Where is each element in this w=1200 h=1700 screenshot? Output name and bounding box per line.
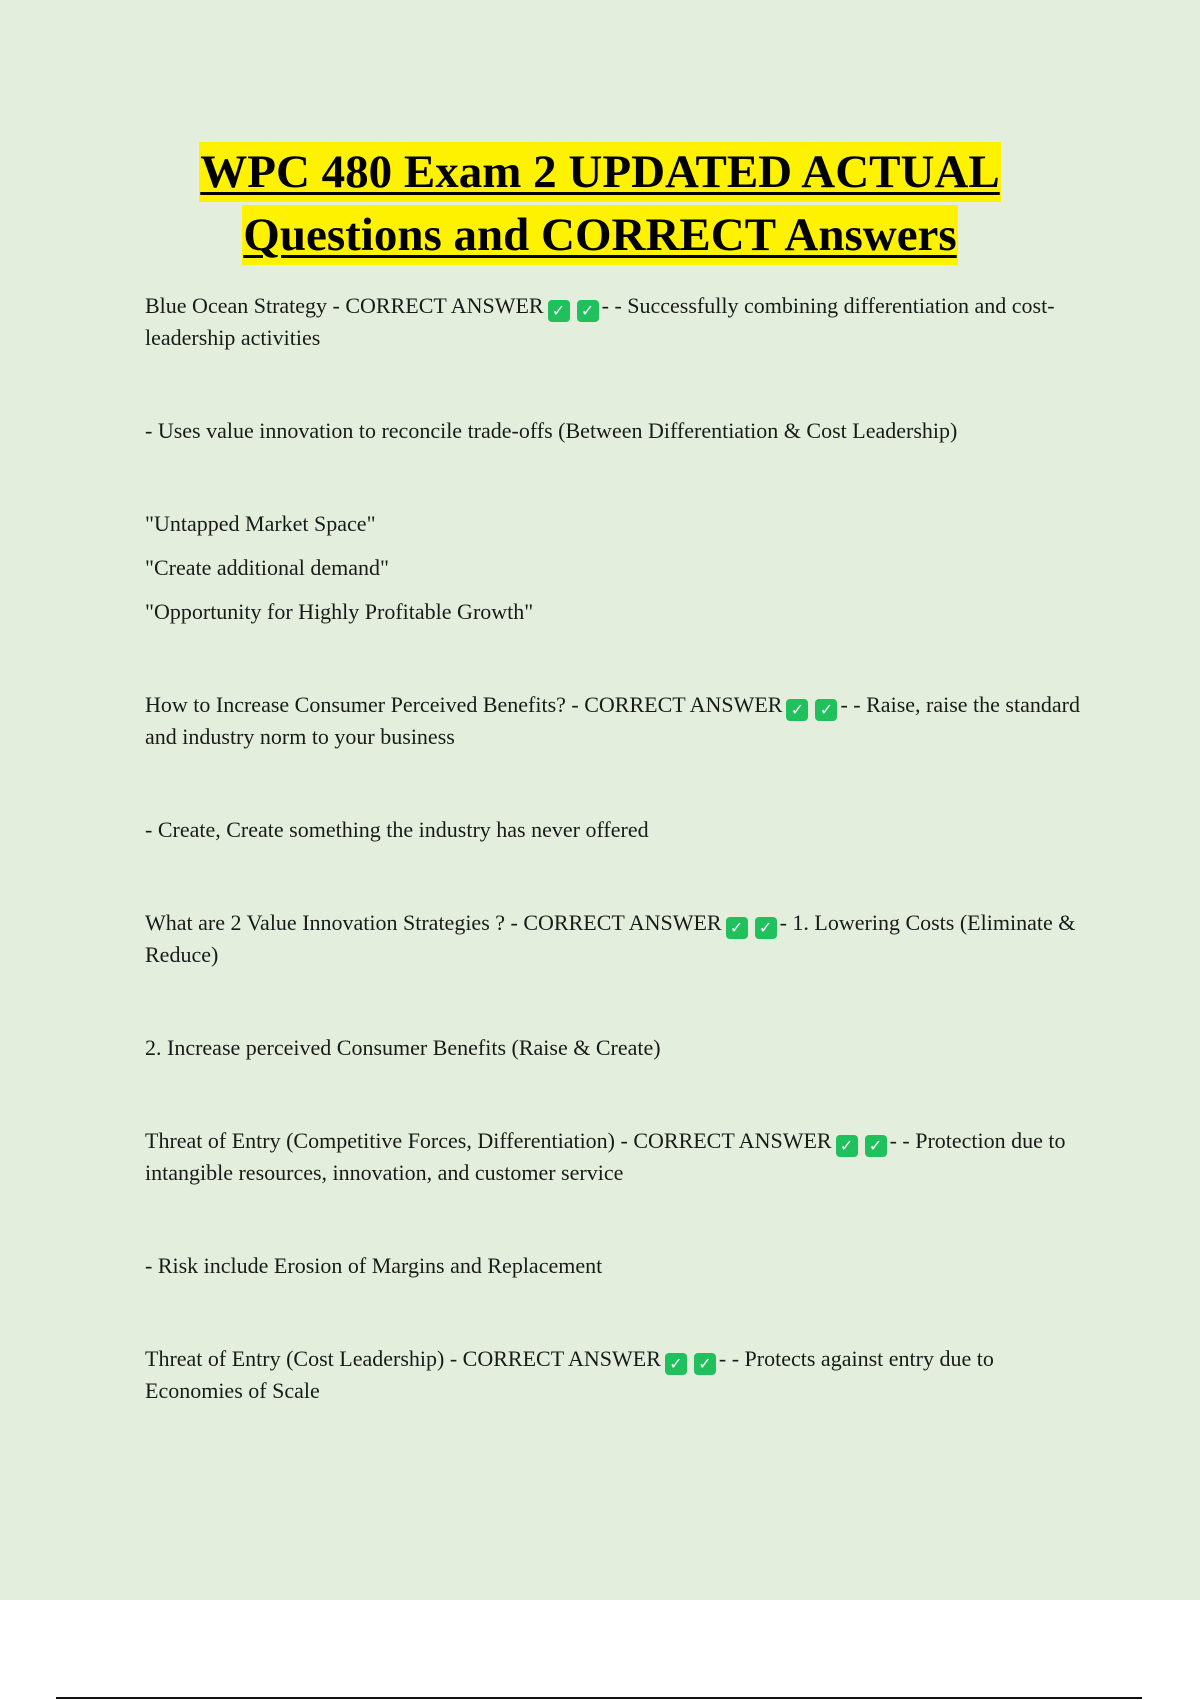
detail-text: 2. Increase perceived Consumer Benefits (Raise & Create) xyxy=(145,1035,661,1060)
quote-text: "Untapped Market Space" xyxy=(145,511,376,536)
qa-entry xyxy=(145,1125,1090,1188)
answer-text: - - Successfully combining differentiation and cost-leadership activities xyxy=(145,293,1055,350)
question-text: What are 2 Value Innovation Strategies ? - CORRECT ANSWER xyxy=(145,910,722,935)
detail-text: - Uses value innovation to reconcile trade-offs (Between Differentiation & Cost Leadership) xyxy=(145,418,958,443)
check-icon: ✓ xyxy=(836,1135,858,1157)
qa-entry xyxy=(145,1343,1090,1406)
qa-entry xyxy=(145,689,1090,752)
qa-entry xyxy=(145,290,1090,353)
answer-text: - - Raise, raise the standard and industry norm to your business xyxy=(145,692,1080,749)
footer-divider xyxy=(56,1697,1142,1699)
answer-text: - 1. Lowering Costs (Eliminate & Reduce) xyxy=(145,910,1076,967)
detail-text: - Create, Create something the industry has never offered xyxy=(145,817,649,842)
qa-content xyxy=(145,290,1090,1406)
quote-text: "Opportunity for Highly Profitable Growth" xyxy=(145,599,534,624)
check-icon: ✓ xyxy=(548,300,570,322)
question-text: How to Increase Consumer Perceived Benefits? - CORRECT ANSWER xyxy=(145,692,783,717)
check-icon: ✓ xyxy=(865,1135,887,1157)
check-icon: ✓ xyxy=(577,300,599,322)
check-icon: ✓ xyxy=(755,917,777,939)
check-icon: ✓ xyxy=(815,699,837,721)
title-line-2: Questions and CORRECT Answers xyxy=(242,205,957,265)
quote-text: "Create additional demand" xyxy=(145,555,389,580)
document-title xyxy=(0,142,1200,268)
check-icon: ✓ xyxy=(694,1353,716,1375)
question-text: Blue Ocean Strategy - CORRECT ANSWER xyxy=(145,293,544,318)
detail-text: - Risk include Erosion of Margins and Replacement xyxy=(145,1253,603,1278)
check-icon: ✓ xyxy=(726,917,748,939)
check-icon: ✓ xyxy=(786,699,808,721)
question-text: Threat of Entry (Cost Leadership) - CORRECT ANSWER xyxy=(145,1346,661,1371)
qa-entry xyxy=(145,907,1090,970)
check-icon: ✓ xyxy=(665,1353,687,1375)
answer-text: - - Protects against entry due to Economies of Scale xyxy=(145,1346,994,1403)
title-line-1: WPC 480 Exam 2 UPDATED ACTUAL xyxy=(199,142,1000,202)
question-text: Threat of Entry (Competitive Forces, Differentiation) - CORRECT ANSWER xyxy=(145,1128,832,1153)
answer-text: - - Protection due to intangible resources, innovation, and customer service xyxy=(145,1128,1066,1185)
